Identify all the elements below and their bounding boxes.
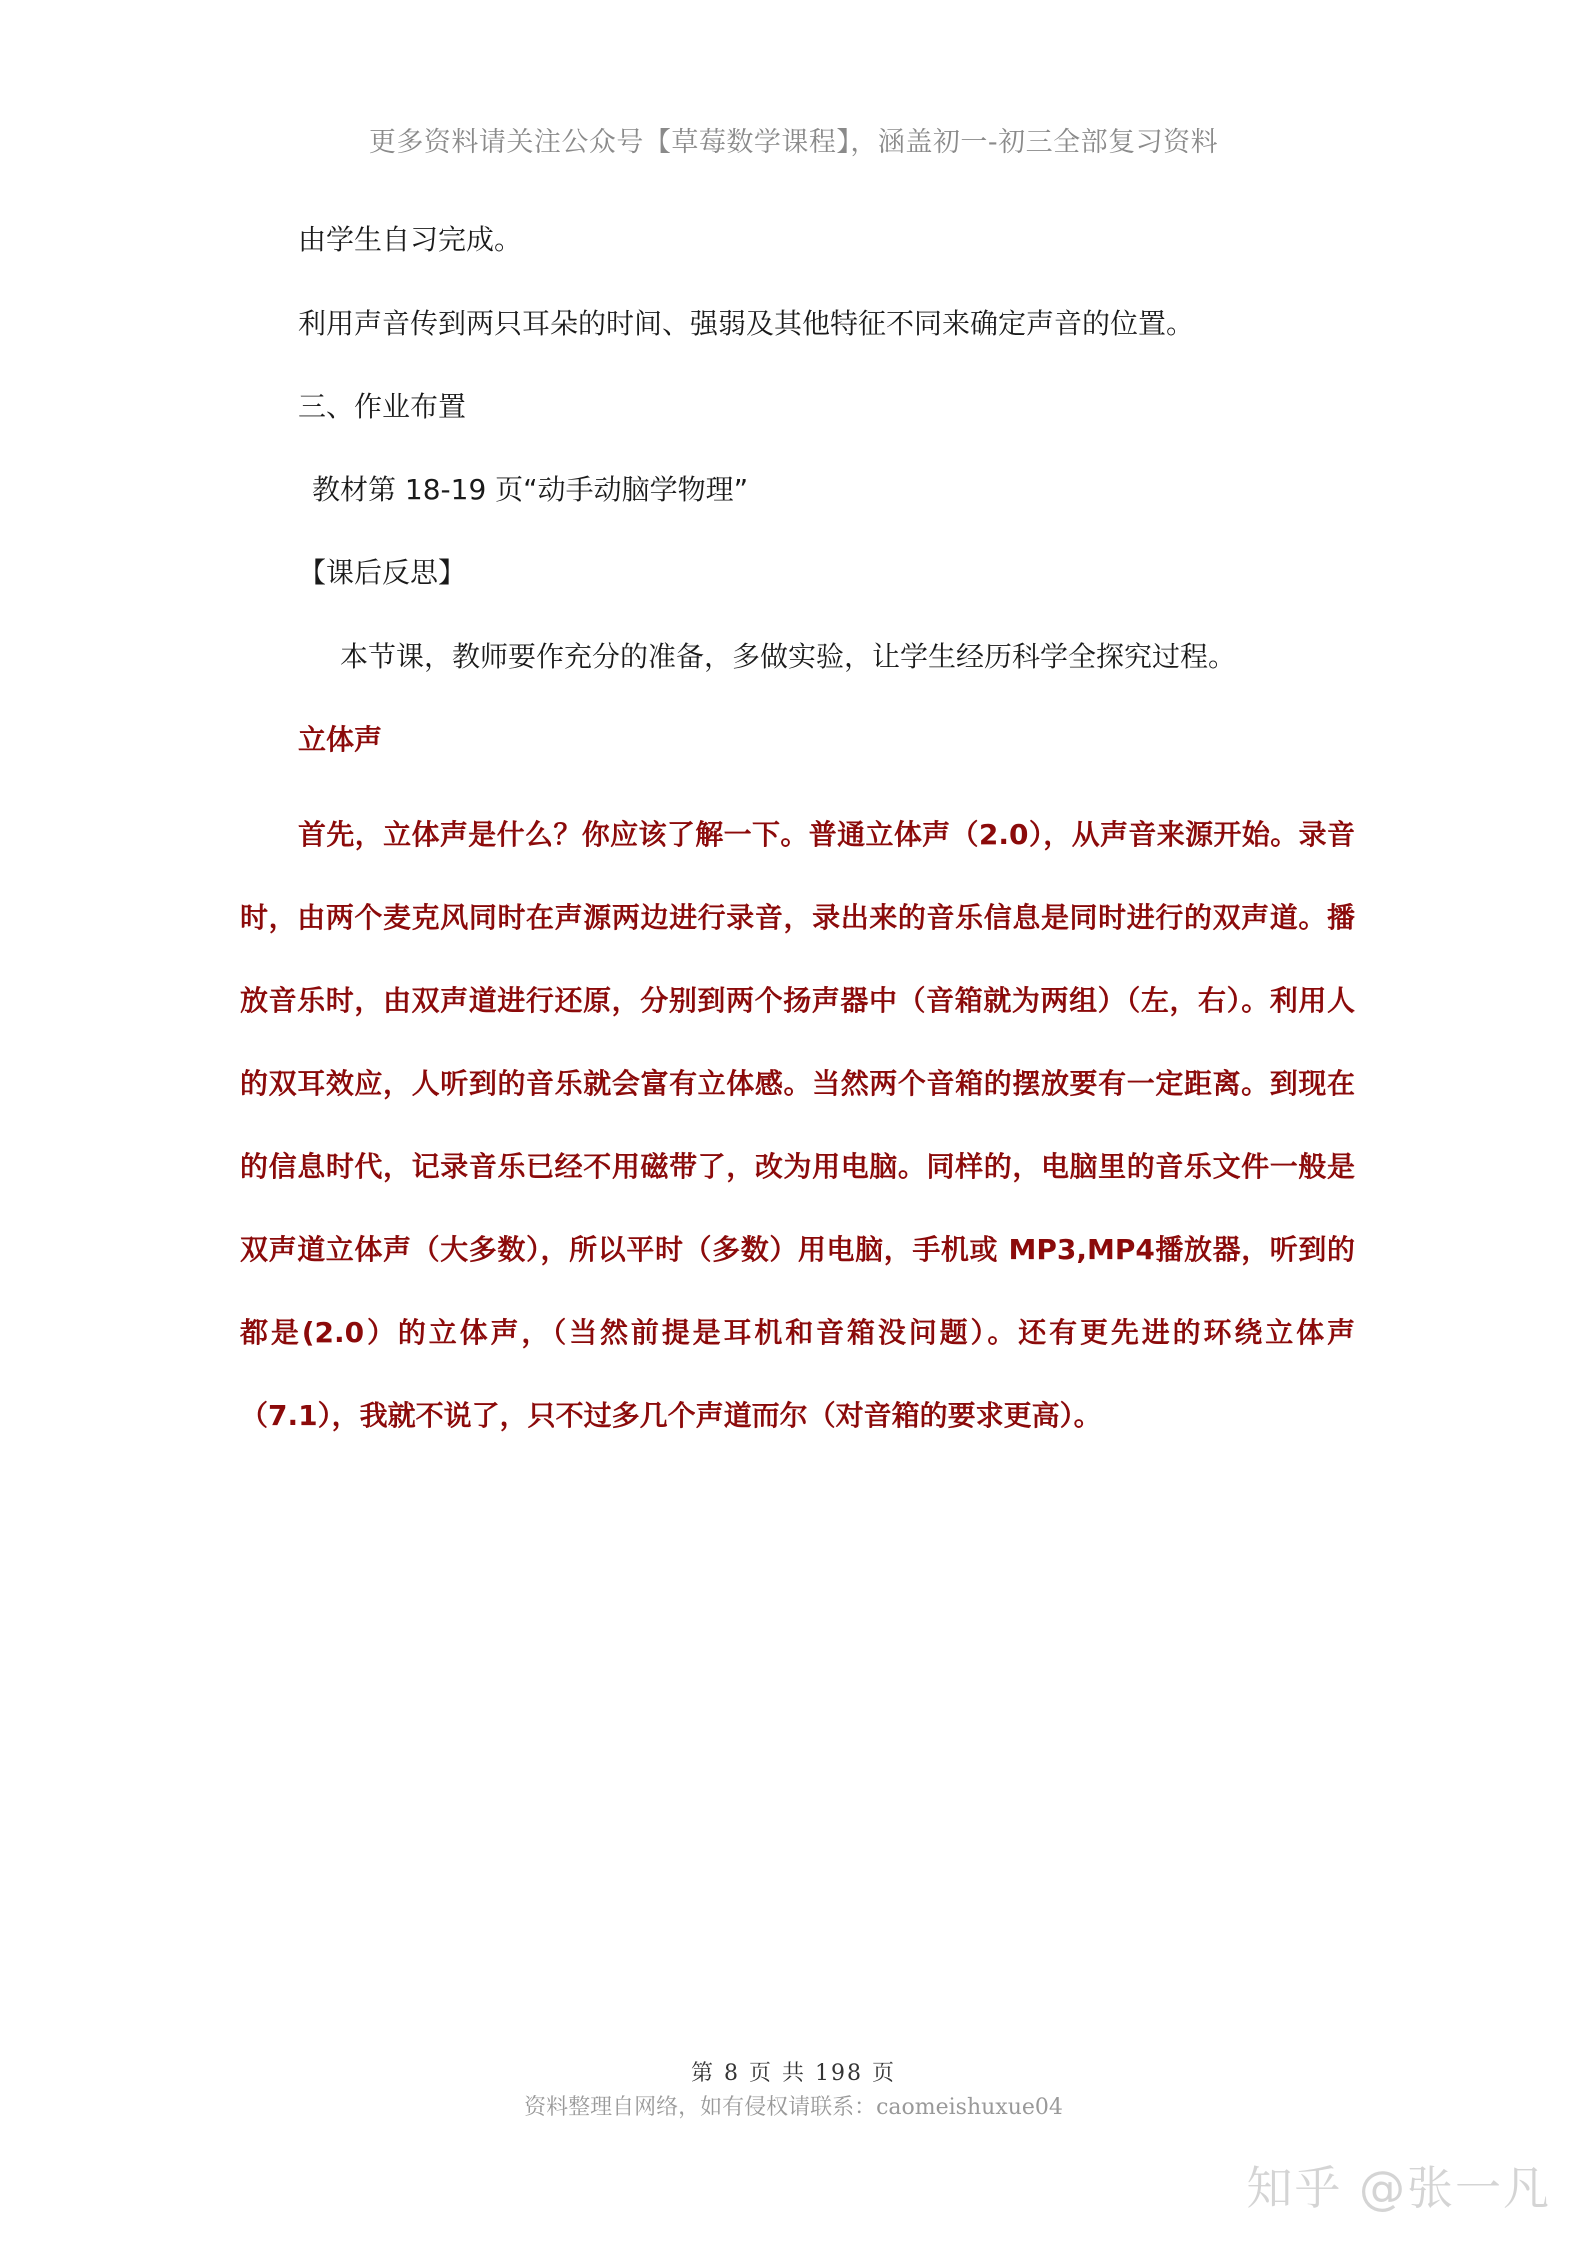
heading-reflection: 【课后反思】 xyxy=(298,556,467,589)
body-line-reflection: 本节课，教师要作充分的准备，多做实验，让学生经历科学全探究过程。 xyxy=(340,640,1237,673)
page-number: 第 8 页 共 198 页 xyxy=(691,2061,896,2086)
zhihu-watermark: 知乎 @张一凡 xyxy=(1246,2161,1551,2215)
section-title-stereo: 立体声 xyxy=(298,723,383,756)
header-promo: 更多资料请关注公众号【草莓数学课程】，涵盖初一-初三全部复习资料 xyxy=(368,127,1219,158)
body-line-sound-position: 利用声音传到两只耳朵的时间、强弱及其他特征不同来确定声音的位置。 xyxy=(298,307,1195,340)
section-paragraph-stereo: 首先，立体声是什么？你应该了解一下。普通立体声（2.0），从声音来源开始。录音时，由两个麦克风同时在声源两边进行录音，录出来的音乐信息是同时进行的双声道。播放音乐时，由双声道进行还原，分别到两个扬声器中（音箱就为两组）（左，右）。利用人的双耳效应，人听到的音乐就会富有立体感。当然两个音箱的摆放要有一定距离。到现在的信息时代，记录音乐已经不用磁带了，改为用电脑。同样的，电脑里的音乐文件一般是双声道立体声（大多数），所以平时（多数）用电脑，手机或 MP3,MP4播放器，听到的都是(2.0）的立体声，（当然前提是耳机和音箱没问题）。还有更先进的环绕立体声（7.1），我就不说了，只不过多几个声道而尔（对音箱的要求更高）。 xyxy=(240,818,1355,1432)
footer-contact: 资料整理自网络，如有侵权请联系：caomeishuxue04 xyxy=(524,2095,1063,2120)
body-line-textbook: 教材第 18-19 页“动手动脑学物理” xyxy=(312,473,749,506)
body-line-self-study: 由学生自习完成。 xyxy=(298,223,523,256)
heading-homework: 三、作业布置 xyxy=(298,390,467,423)
